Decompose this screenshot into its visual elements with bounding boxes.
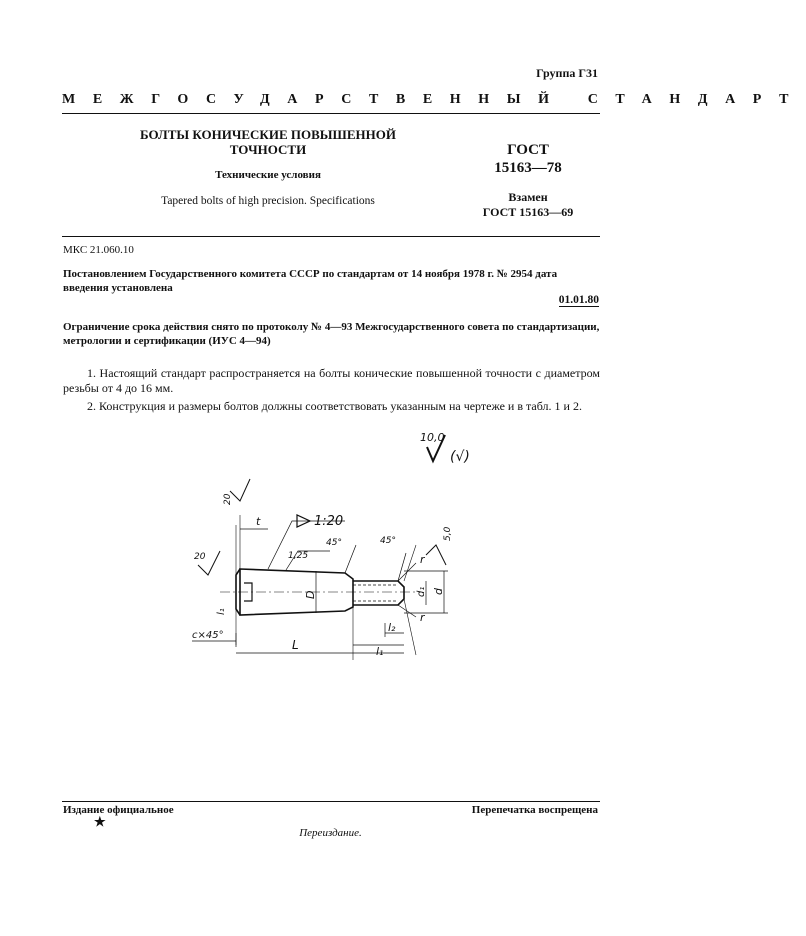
roughness-value: 10,0 bbox=[420, 431, 445, 444]
roughness-125: 1,25 bbox=[288, 551, 309, 561]
reprint-notice: Перепечатка воспрещена bbox=[471, 804, 598, 816]
bolt-drawing bbox=[180, 405, 500, 670]
angle-45-b: 45° bbox=[380, 536, 396, 546]
bolt-thread bbox=[353, 581, 404, 605]
decree-text: Постановлением Государственного комитета СССР по стандартам от 14 ноября 1978 г. № 2954 дата введения установлена bbox=[63, 268, 558, 294]
effective-date bbox=[559, 294, 599, 306]
edition-label: Издание официальное bbox=[63, 804, 174, 816]
document-title bbox=[118, 127, 418, 157]
paragraph-2: 2. Конструкция и размеры болтов должны соответствовать указанным на чертеже и в табл. 1 и 2. bbox=[87, 399, 582, 413]
bottom-rule bbox=[62, 801, 600, 802]
top-rule bbox=[62, 113, 600, 114]
title-line-1: БОЛТЫ КОНИЧЕСКИЕ ПОВЫШЕННОЙ bbox=[140, 127, 396, 142]
title-line-2: ТОЧНОСТИ bbox=[229, 142, 307, 157]
reissue-note: Переиздание. bbox=[299, 827, 362, 839]
group-code: Группа Г31 bbox=[536, 66, 598, 80]
gost-designation bbox=[468, 141, 588, 177]
document-subtitle: Технические условия bbox=[215, 169, 321, 181]
gost-number: 15163—78 bbox=[494, 160, 562, 176]
effective-date-value: 01.01.80 bbox=[558, 294, 599, 306]
roughness-20-top: 20 bbox=[223, 493, 233, 505]
roughness-20-top-icon bbox=[230, 479, 250, 501]
thread-inner bbox=[353, 585, 398, 601]
mks-code: МКС 21.060.10 bbox=[63, 244, 134, 256]
roughness-50: 5,0 bbox=[443, 526, 453, 541]
dim-L: L bbox=[292, 638, 299, 652]
replaces-block bbox=[466, 190, 590, 220]
replaces-label: Взамен bbox=[508, 190, 548, 204]
paragraph-1: 1. Настоящий стандарт распространяется на болты конические повышенной точности с диаметром резьбы от 4 до 16 мм. bbox=[63, 366, 600, 395]
dim-d: d bbox=[432, 588, 445, 595]
angle-45-a: 45° bbox=[326, 538, 342, 548]
dim-r-top: r bbox=[420, 553, 425, 566]
dim-r-bottom: r bbox=[420, 611, 425, 624]
dim-l2: l₂ bbox=[388, 621, 396, 634]
dim-l1-small: l₁ bbox=[216, 608, 227, 615]
dim-d1: d₁ bbox=[416, 586, 427, 597]
taper-ratio: 1:20 bbox=[314, 514, 344, 529]
roughness-20-left: 20 bbox=[194, 552, 206, 562]
meta-rule bbox=[62, 236, 600, 237]
dim-l1: l₁ bbox=[376, 645, 384, 658]
roughness-50-icon bbox=[426, 545, 446, 565]
star-icon: ★ bbox=[94, 814, 106, 829]
replaces-number: ГОСТ 15163—69 bbox=[482, 205, 574, 219]
dim-t: t bbox=[256, 515, 261, 528]
standard-banner: МЕЖГОСУДАРСТВЕННЫЙ СТАНДАРТ bbox=[62, 92, 806, 107]
dim-D: D bbox=[304, 590, 317, 599]
gost-label: ГОСТ bbox=[507, 142, 549, 158]
chamfer-label: c×45° bbox=[192, 630, 224, 641]
english-title: Tapered bolts of high precision. Specifications bbox=[161, 195, 375, 207]
limitation-text: Ограничение срока действия снято по протоколу № 4—93 Межгосударственного совета по стандартизации, метрологии и сертификации (ИУС 4—94) bbox=[63, 321, 600, 347]
roughness-rest: (√) bbox=[450, 449, 470, 465]
